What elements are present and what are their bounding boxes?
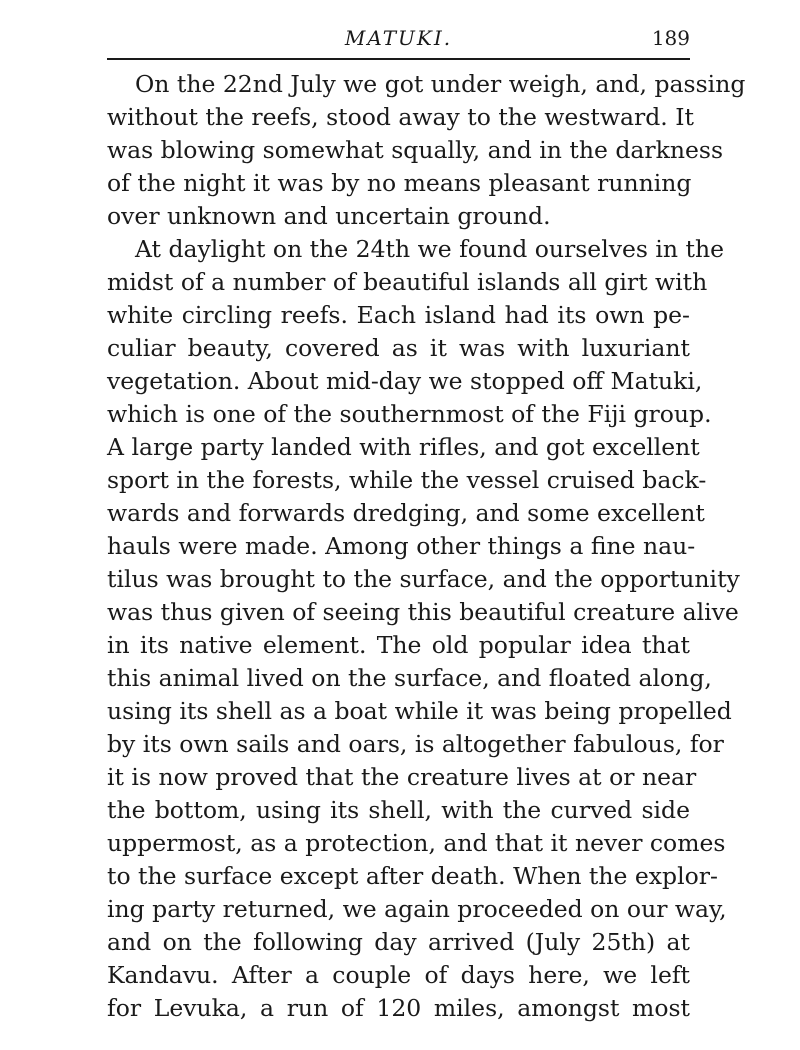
text-line: by its own sails and oars, is altogether fabulous, for [107, 730, 724, 758]
text-line: Kandavu. After a couple of days here, we left [107, 961, 690, 989]
running-title: MATUKI. [344, 26, 453, 50]
text-line: using its shell as a boat while it was being propelled [107, 697, 732, 725]
text-line: tilus was brought to the surface, and the opportunity [107, 565, 740, 593]
text-line: of the night it was by no means pleasant running [107, 169, 692, 197]
header-rule [107, 58, 690, 60]
text-line: and on the following day arrived (July 25th) at [107, 928, 690, 956]
text-line: was thus given of seeing this beautiful creature alive [107, 598, 739, 626]
text-line: wards and forwards dredging, and some excellent [107, 499, 705, 527]
text-line: for Levuka, a run of 120 miles, amongst most [107, 994, 690, 1022]
text-line: hauls were made. Among other things a fine nau- [107, 532, 696, 560]
text-line: uppermost, as a protection, and that it never comes [107, 829, 726, 857]
text-line: in its native element. The old popular idea that [107, 631, 690, 659]
body-text [107, 68, 746, 1025]
text-line: On the 22nd July we got under weigh, and, passing [135, 70, 746, 98]
text-line: this animal lived on the surface, and floated along, [107, 664, 712, 692]
text-line: ing party returned, we again proceeded on our way, [107, 895, 727, 923]
text-line: A large party landed with rifles, and got excellent [107, 433, 700, 461]
text-line: over unknown and uncertain ground. [107, 202, 551, 230]
text-line: midst of a number of beautiful islands all girt with [107, 268, 708, 296]
page-number: 189 [651, 26, 690, 50]
text-line: culiar beauty, covered as it was with luxuriant [107, 334, 690, 362]
text-line: it is now proved that the creature lives at or near [107, 763, 697, 791]
text-line: At daylight on the 24th we found ourselves in the [135, 235, 725, 263]
text-line: vegetation. About mid-day we stopped off Matuki, [107, 367, 703, 395]
text-line: which is one of the southernmost of the Fiji group. [107, 400, 712, 428]
text-line: the bottom, using its shell, with the curved side [107, 796, 690, 824]
text-line: without the reefs, stood away to the westward. It [107, 103, 694, 131]
text-line: white circling reefs. Each island had its own pe- [107, 301, 690, 329]
running-head [107, 22, 690, 54]
text-line: sport in the forests, while the vessel cruised back- [107, 466, 707, 494]
text-line: was blowing somewhat squally, and in the darkness [107, 136, 724, 164]
text-line: to the surface except after death. When the explor- [107, 862, 718, 890]
